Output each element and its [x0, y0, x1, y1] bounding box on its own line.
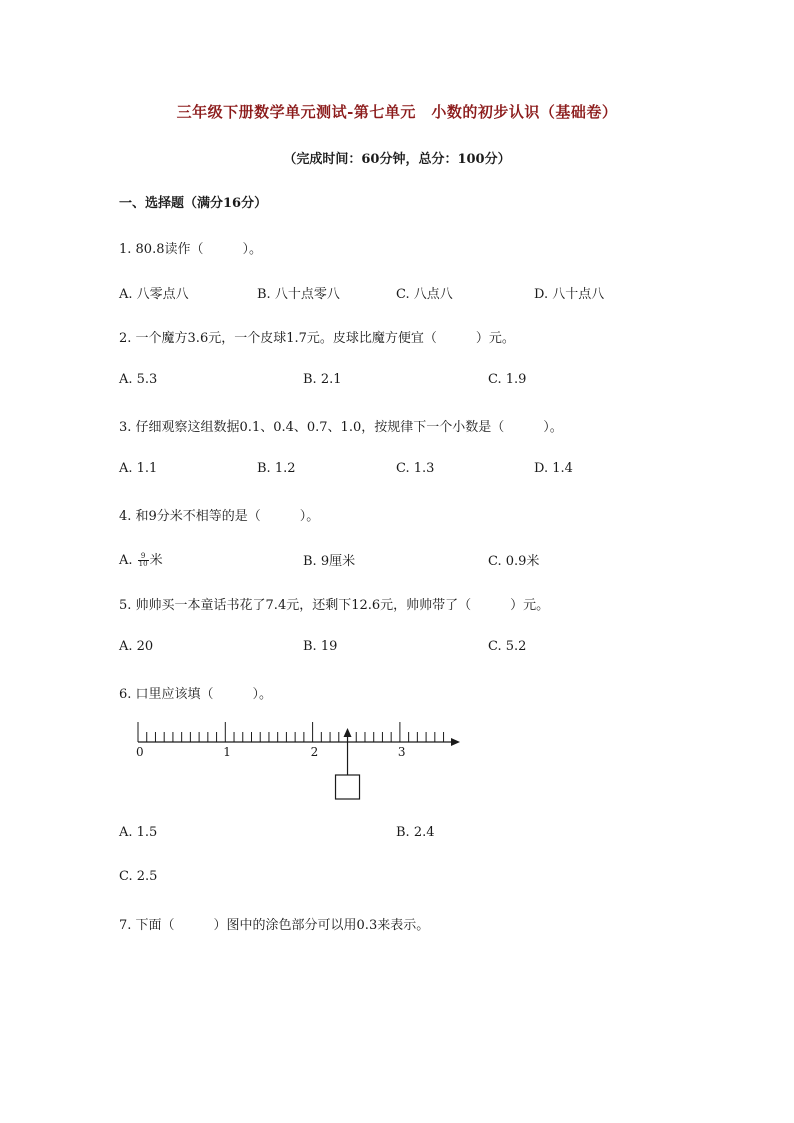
- tick-label-2: 2: [310, 745, 319, 759]
- question-5: 5. 帅帅买一本童话书花了7.4元，还剩下12.6元，帅帅带了（ ）元。: [119, 598, 550, 613]
- q6-option-b[interactable]: B. 2.4: [396, 825, 435, 840]
- document-title: 三年级下册数学单元测试-第七单元 小数的初步认识（基础卷）: [176, 103, 618, 121]
- fraction-denominator: 10: [138, 560, 148, 568]
- fraction-numerator: 9: [138, 553, 149, 561]
- q4-option-a-unit: 米: [149, 553, 163, 568]
- section-heading: 一、选择题（满分16分）: [119, 196, 268, 211]
- question-2: 2. 一个魔方3.6元，一个皮球1.7元。皮球比魔方便宜（ ）元。: [119, 331, 515, 346]
- answer-box: [336, 775, 360, 799]
- q1-option-d[interactable]: D. 八十点八: [534, 287, 605, 302]
- marker-arrowhead: [344, 728, 352, 737]
- q2-option-b[interactable]: B. 2.1: [303, 372, 342, 387]
- q1-option-c[interactable]: C. 八点八: [396, 287, 453, 302]
- q4-option-a-letter: A.: [119, 553, 133, 568]
- q1-option-b[interactable]: B. 八十点零八: [257, 287, 340, 302]
- q3-option-a[interactable]: A. 1.1: [119, 461, 158, 476]
- q4-option-b[interactable]: B. 9厘米: [303, 554, 356, 569]
- q4-option-c[interactable]: C. 0.9米: [488, 554, 540, 569]
- question-6: 6. 口里应该填（ ）。: [119, 687, 273, 702]
- q6-option-c[interactable]: C. 2.5: [119, 869, 158, 884]
- q3-option-d[interactable]: D. 1.4: [534, 461, 573, 476]
- q5-option-c[interactable]: C. 5.2: [488, 639, 527, 654]
- q6-option-a[interactable]: A. 1.5: [119, 825, 158, 840]
- q5-option-b[interactable]: B. 19: [303, 639, 338, 654]
- question-1: 1. 80.8读作（ ）。: [119, 242, 262, 257]
- tick-label-3: 3: [397, 745, 406, 759]
- number-line-arrowhead: [451, 738, 460, 746]
- q5-option-a[interactable]: A. 20: [119, 639, 154, 654]
- fraction-nine-tenths: [138, 553, 149, 568]
- tick-label-0: 0: [136, 745, 144, 759]
- q2-option-a[interactable]: A. 5.3: [119, 372, 158, 387]
- q3-option-b[interactable]: B. 1.2: [257, 461, 296, 476]
- q4-option-a[interactable]: [119, 549, 163, 568]
- question-3: 3. 仔细观察这组数据0.1、0.4、0.7、1.0，按规律下一个小数是（ ）。: [119, 420, 563, 435]
- question-7: 7. 下面（ ）图中的涂色部分可以用0.3来表示。: [119, 918, 430, 933]
- q3-option-c[interactable]: C. 1.3: [396, 461, 435, 476]
- q1-option-a[interactable]: A. 八零点八: [119, 287, 189, 302]
- q2-option-c[interactable]: C. 1.9: [488, 372, 527, 387]
- question-4: 4. 和9分米不相等的是（ ）。: [119, 509, 320, 524]
- document-subtitle: （完成时间：60分钟，总分：100分）: [283, 152, 511, 167]
- tick-label-1: 1: [223, 745, 231, 759]
